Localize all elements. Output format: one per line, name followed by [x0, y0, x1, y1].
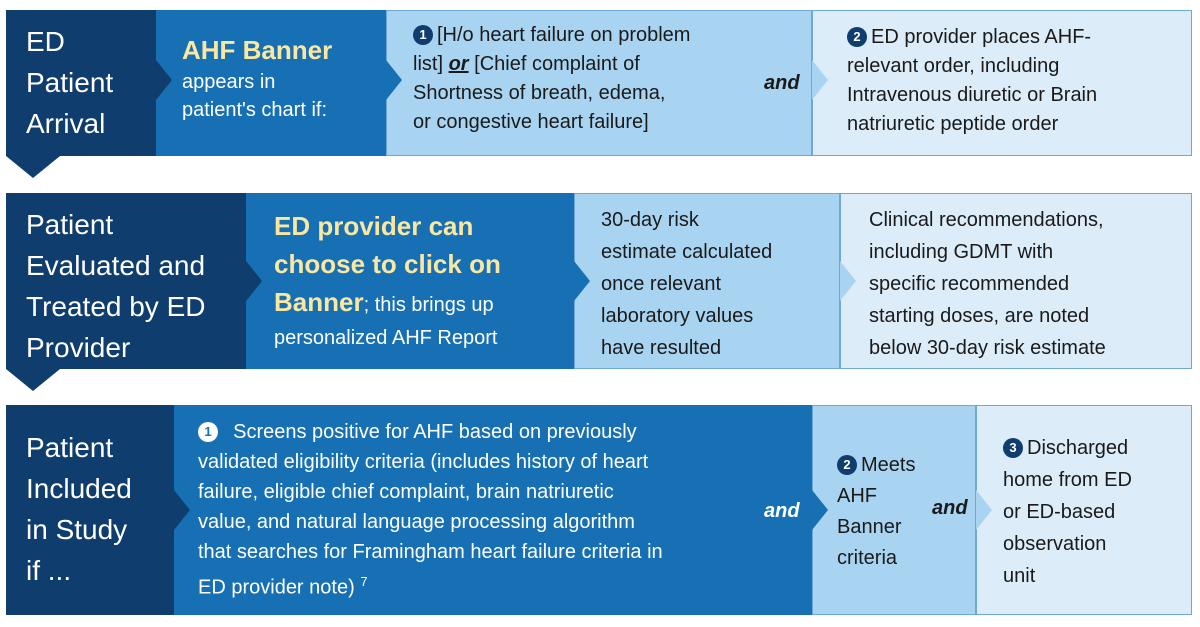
chevron-right-icon [840, 261, 856, 301]
banner-title: AHF Banner [182, 35, 333, 65]
stage-line: in Study [26, 514, 128, 545]
meets-text: criteria [837, 547, 898, 569]
connector-and: and [764, 72, 800, 94]
criteria-text: Shortness of breath, edema, [413, 82, 666, 104]
criteria-text: list [413, 53, 438, 75]
screens-positive-box [174, 405, 812, 615]
criteria-text: Intravenous diuretic or Brain [847, 84, 1098, 106]
risk-text: 30-day risk [601, 209, 699, 231]
criteria-text: relevant order, including [847, 55, 1060, 77]
number-one-icon: 1 [413, 25, 433, 45]
discharge-text: unit [1003, 565, 1036, 587]
criteria-history-box [386, 10, 812, 156]
criteria-text: [H/o heart failure on problem [437, 24, 691, 46]
number-three-icon: 3 [1003, 438, 1023, 458]
rec-text: including GDMT with [869, 241, 1054, 263]
stage-line: if ... [26, 555, 72, 586]
discharge-text: Discharged [1027, 437, 1129, 459]
discharge-text: observation [1003, 533, 1107, 555]
screen-text: failure, eligible chief complaint, brain natriuretic [198, 481, 614, 503]
stage-ed-patient-arrival [6, 10, 156, 156]
rec-text: starting doses, are noted [869, 305, 1090, 327]
screen-text: validated eligibility criteria (includes history of heart [198, 451, 649, 473]
chevron-right-icon [574, 261, 590, 301]
rec-text: specific recommended [869, 273, 1070, 295]
chevron-right-icon [812, 60, 828, 100]
ahf-banner-box [156, 10, 386, 156]
number-two-icon: 2 [847, 27, 867, 47]
discharge-text: or ED-based [1003, 501, 1116, 523]
stage-line: ED [26, 26, 65, 57]
stage-down-arrow [6, 369, 60, 391]
stage-line: Patient [26, 67, 114, 98]
meets-text: AHF [837, 485, 877, 507]
stage-included-in-study [6, 405, 174, 615]
connector-and: and [764, 500, 800, 522]
or-word: or [448, 53, 469, 75]
screen-text: value, and natural language processing algorithm [198, 511, 635, 533]
risk-estimate-box [574, 193, 840, 369]
reference-superscript: 7 [360, 574, 368, 589]
click-text: Banner [274, 287, 364, 317]
risk-text: have resulted [601, 337, 722, 359]
criteria-order-box [812, 10, 1192, 156]
chevron-right-icon [246, 261, 262, 301]
screen-text: ED provider note) [198, 576, 355, 599]
chevron-right-icon [976, 490, 992, 530]
stage-evaluated-treated [6, 193, 246, 369]
click-text: ; this brings up [363, 294, 494, 316]
risk-text: laboratory values [601, 305, 754, 327]
risk-text: estimate calculated [601, 241, 773, 263]
meets-text: Banner [837, 516, 902, 538]
stage-line: Evaluated and [26, 250, 206, 281]
stage-line: Patient [26, 432, 114, 463]
connector-and: and [932, 497, 968, 519]
stage-line: Included [26, 473, 132, 504]
discharge-text: home from ED [1003, 469, 1132, 491]
stage-line: Provider [26, 332, 131, 363]
screen-text: that searches for Framingham heart failure criteria in [198, 541, 663, 563]
risk-text: once relevant [601, 273, 722, 295]
criteria-text: ED provider places AHF- [871, 26, 1092, 48]
criteria-text: ] [437, 53, 449, 75]
criteria-text: or congestive heart failure] [413, 111, 649, 133]
rec-text: below 30-day risk estimate [869, 337, 1106, 359]
click-banner-box [246, 193, 574, 369]
criteria-text: [Chief complaint of [474, 53, 640, 75]
click-text: ED provider can [274, 211, 474, 241]
click-text: personalized AHF Report [274, 327, 498, 349]
meets-text: Meets [861, 454, 916, 476]
stage-line: Patient [26, 209, 114, 240]
stage-line: Arrival [26, 108, 106, 139]
recommendations-box [840, 193, 1192, 369]
rec-text: Clinical recommendations, [869, 209, 1104, 231]
chevron-right-icon [156, 60, 172, 100]
discharged-box [976, 405, 1192, 615]
stage-line: Treated by ED [26, 291, 206, 322]
number-two-icon: 2 [837, 455, 857, 475]
stage-down-arrow [6, 156, 60, 178]
banner-text: patient's chart if: [182, 99, 327, 121]
criteria-text: natriuretic peptide order [847, 113, 1059, 135]
screen-text: Screens positive for AHF based on previously [233, 421, 637, 443]
number-one-icon: 1 [198, 422, 218, 442]
chevron-right-icon [174, 490, 190, 530]
click-text: choose to click on [274, 249, 501, 279]
chevron-right-icon [386, 60, 402, 100]
banner-text: appears in [182, 71, 276, 93]
chevron-right-icon [812, 490, 828, 530]
